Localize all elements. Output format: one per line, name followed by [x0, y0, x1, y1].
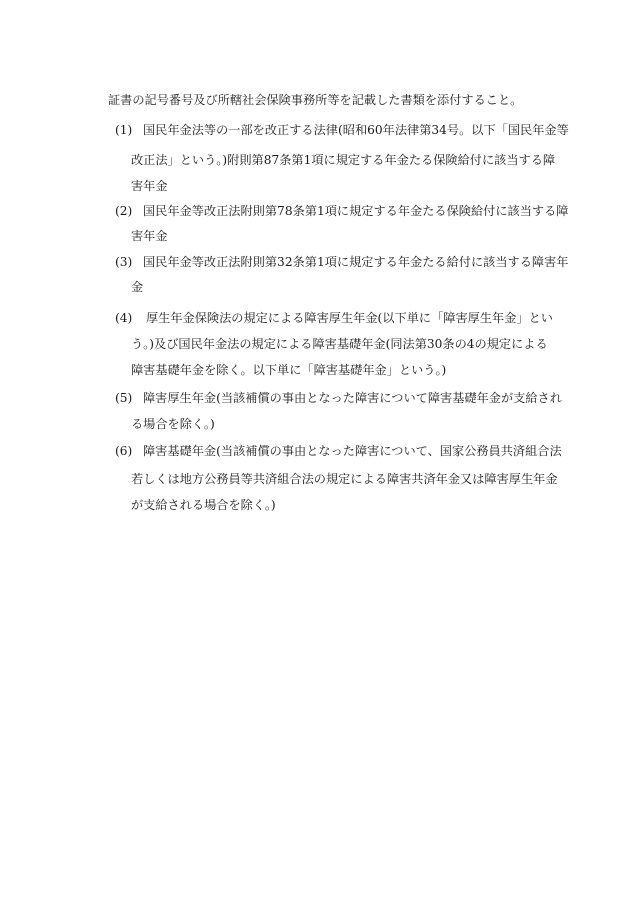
item-text-line: 障害基礎年金を除く。以下単に「障害基礎年金」という。) [131, 363, 447, 377]
item-text-line: 厚生年金保険法の規定による障害厚生年金(以下単に「障害厚生年金」とい [146, 311, 553, 325]
item-number: (2) [115, 204, 133, 218]
item-text-line: 国民年金等改正法附則第78条第1項に規定する年金たる保険給付に該当する障 [143, 204, 569, 218]
item-number: (4) [115, 311, 133, 325]
item-text-line: 若しくは地方公務員等共済組合法の規定による障害共済年金又は障害厚生年金 [131, 472, 558, 486]
item-text-line: 金 [131, 280, 144, 294]
item-text-line: 国民年金等改正法附則第32条第1項に規定する年金たる給付に該当する障害年 [143, 255, 569, 269]
item-number: (1) [115, 123, 133, 137]
intro-text: 証書の記号番号及び所轄社会保険事務所等を記載した書類を添付すること。 [108, 93, 523, 107]
item-number: (3) [115, 255, 133, 269]
item-text-line: 害年金 [131, 179, 168, 193]
item-text-line: 改正法」という。)附則第87条第1項に規定する年金たる保険給付に該当する障 [131, 153, 556, 167]
item-text-line: 国民年金法等の一部を改正する法律(昭和60年法律第34号。以下「国民年金等 [143, 123, 569, 137]
item-text-line: 障害基礎年金(当該補償の事由となった障害について、国家公務員共済組合法 [143, 444, 562, 458]
item-number: (6) [115, 444, 133, 458]
item-text-line: が支給される場合を除く。) [131, 498, 276, 512]
item-text-line: 障害厚生年金(当該補償の事由となった障害について障害基礎年金が支給され [143, 391, 562, 405]
item-text-line: 害年金 [131, 229, 168, 243]
item-number: (5) [115, 391, 133, 405]
item-text-line: る場合を除く。) [131, 417, 215, 431]
item-text-line: う。)及び国民年金法の規定による障害基礎年金(同法第30条の4の規定による [131, 337, 548, 351]
